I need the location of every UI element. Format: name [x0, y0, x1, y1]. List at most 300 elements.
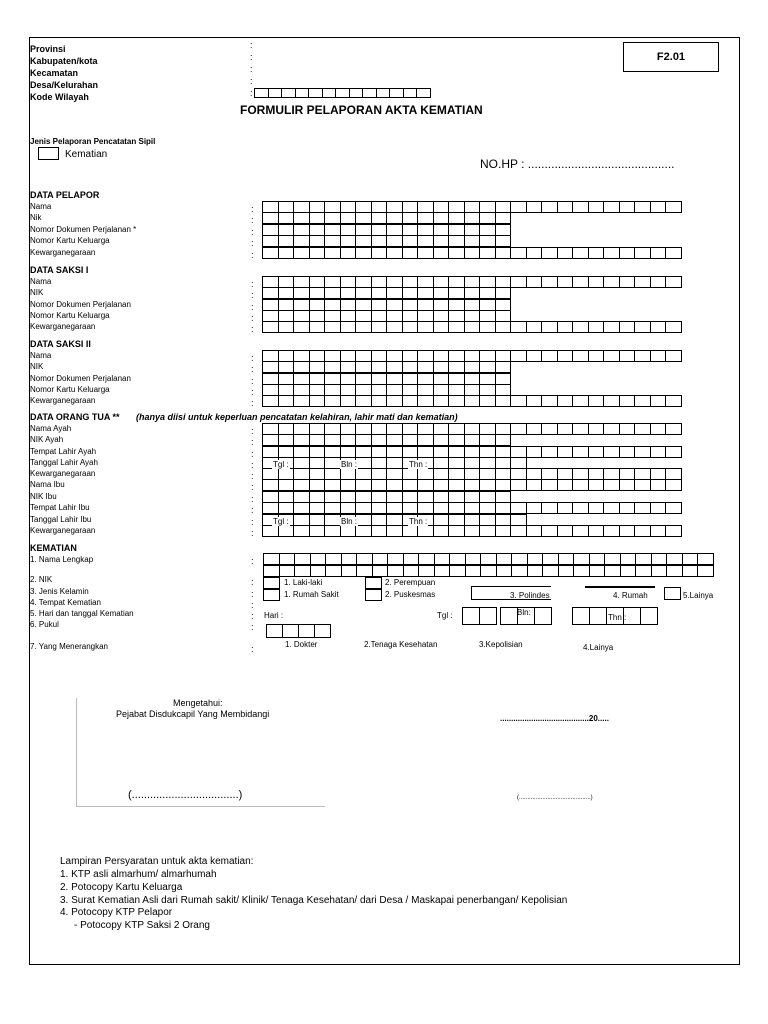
char-box[interactable]: [340, 361, 357, 373]
char-box[interactable]: [310, 553, 327, 565]
char-box[interactable]: [309, 361, 326, 373]
char-box[interactable]: [278, 235, 295, 247]
char-box[interactable]: [448, 212, 465, 224]
char-box[interactable]: [557, 247, 574, 259]
saksi1-input-boxes[interactable]: [262, 287, 510, 299]
char-box[interactable]: [573, 565, 590, 577]
char-box[interactable]: [495, 434, 512, 446]
char-box[interactable]: [588, 247, 605, 259]
char-box[interactable]: [386, 434, 403, 446]
char-box[interactable]: [603, 395, 620, 407]
char-box[interactable]: [619, 321, 636, 333]
char-box[interactable]: [293, 247, 310, 259]
char-box[interactable]: [278, 525, 295, 537]
char-box[interactable]: [278, 287, 295, 299]
char-box[interactable]: [433, 525, 450, 537]
char-box[interactable]: [340, 321, 357, 333]
char-box[interactable]: [604, 565, 621, 577]
char-box[interactable]: [434, 565, 451, 577]
char-box[interactable]: [542, 553, 559, 565]
pelapor-input-boxes[interactable]: [262, 212, 510, 224]
char-box[interactable]: [603, 276, 620, 288]
char-box[interactable]: [371, 434, 388, 446]
char-box[interactable]: [651, 553, 668, 565]
char-box[interactable]: [510, 247, 527, 259]
char-box[interactable]: [386, 235, 403, 247]
char-box[interactable]: [386, 247, 403, 259]
char-box[interactable]: [262, 287, 279, 299]
char-box[interactable]: [697, 565, 714, 577]
char-box[interactable]: [386, 287, 403, 299]
char-box[interactable]: [557, 201, 574, 213]
char-box[interactable]: [355, 434, 372, 446]
char-box[interactable]: [634, 395, 651, 407]
char-box[interactable]: [526, 479, 543, 491]
char-box[interactable]: [322, 88, 337, 98]
char-box[interactable]: [682, 553, 699, 565]
char-box[interactable]: [263, 565, 280, 577]
char-box[interactable]: [479, 395, 496, 407]
char-box[interactable]: [293, 434, 310, 446]
laki-checkbox[interactable]: [263, 577, 280, 589]
char-box[interactable]: [371, 287, 388, 299]
char-box[interactable]: [541, 201, 558, 213]
char-box[interactable]: [634, 446, 651, 458]
char-box[interactable]: [650, 446, 667, 458]
lainya-checkbox[interactable]: [664, 587, 681, 600]
char-box[interactable]: [433, 287, 450, 299]
char-box[interactable]: [433, 212, 450, 224]
char-box[interactable]: [324, 502, 341, 514]
char-box[interactable]: [293, 395, 310, 407]
char-box[interactable]: [511, 565, 528, 577]
char-box[interactable]: [665, 321, 682, 333]
char-box[interactable]: [355, 235, 372, 247]
char-box[interactable]: [402, 525, 419, 537]
char-box[interactable]: [335, 88, 350, 98]
char-box[interactable]: [386, 395, 403, 407]
char-box[interactable]: [314, 624, 331, 638]
char-box[interactable]: [293, 235, 310, 247]
char-box[interactable]: [479, 212, 496, 224]
char-box[interactable]: [371, 235, 388, 247]
char-box[interactable]: [496, 565, 513, 577]
char-box[interactable]: [433, 247, 450, 259]
char-box[interactable]: [589, 565, 606, 577]
char-box[interactable]: [619, 350, 636, 362]
char-box[interactable]: [295, 88, 310, 98]
char-box[interactable]: [526, 350, 543, 362]
char-box[interactable]: [634, 350, 651, 362]
char-box[interactable]: [279, 553, 296, 565]
ortu-input-boxes[interactable]: [262, 434, 510, 446]
char-box[interactable]: [324, 321, 341, 333]
char-box[interactable]: [557, 350, 574, 362]
char-box[interactable]: [340, 502, 357, 514]
char-box[interactable]: [557, 395, 574, 407]
char-box[interactable]: [640, 607, 658, 625]
char-box[interactable]: [619, 247, 636, 259]
char-box[interactable]: [386, 502, 403, 514]
char-box[interactable]: [634, 201, 651, 213]
char-box[interactable]: [650, 321, 667, 333]
char-box[interactable]: [417, 247, 434, 259]
char-box[interactable]: [541, 525, 558, 537]
char-box[interactable]: [541, 247, 558, 259]
char-box[interactable]: [416, 88, 431, 98]
bln-boxes[interactable]: [500, 607, 551, 625]
char-box[interactable]: [572, 479, 589, 491]
char-box[interactable]: [650, 502, 667, 514]
char-box[interactable]: [634, 525, 651, 537]
dokter-option[interactable]: 1. Dokter: [285, 640, 318, 649]
char-box[interactable]: [479, 434, 496, 446]
char-box[interactable]: [309, 212, 326, 224]
char-box[interactable]: [278, 361, 295, 373]
char-box[interactable]: [697, 553, 714, 565]
char-box[interactable]: [324, 212, 341, 224]
char-box[interactable]: [449, 553, 466, 565]
char-box[interactable]: [510, 395, 527, 407]
char-box[interactable]: [448, 247, 465, 259]
signature-date[interactable]: ........................................20.....: [500, 714, 609, 723]
char-box[interactable]: [403, 553, 420, 565]
polisi-option[interactable]: 3.Kepolisian: [479, 640, 523, 649]
char-box[interactable]: [434, 553, 451, 565]
puskesmas-checkbox[interactable]: [365, 589, 382, 601]
char-box[interactable]: [495, 361, 512, 373]
nohp-field[interactable]: NO.HP : ............................................: [480, 157, 675, 171]
char-box[interactable]: [510, 321, 527, 333]
char-box[interactable]: [387, 565, 404, 577]
char-box[interactable]: [386, 212, 403, 224]
perempuan-checkbox[interactable]: [365, 577, 382, 589]
char-box[interactable]: [464, 361, 481, 373]
char-box[interactable]: [572, 276, 589, 288]
char-box[interactable]: [479, 525, 496, 537]
char-box[interactable]: [262, 395, 279, 407]
char-box[interactable]: [634, 321, 651, 333]
char-box[interactable]: [324, 287, 341, 299]
char-box[interactable]: [511, 553, 528, 565]
char-box[interactable]: [558, 565, 575, 577]
char-box[interactable]: [635, 553, 652, 565]
char-box[interactable]: [603, 502, 620, 514]
char-box[interactable]: [495, 321, 512, 333]
char-box[interactable]: [464, 525, 481, 537]
char-box[interactable]: [355, 395, 372, 407]
char-box[interactable]: [526, 247, 543, 259]
char-box[interactable]: [495, 212, 512, 224]
char-box[interactable]: [479, 321, 496, 333]
char-box[interactable]: [417, 212, 434, 224]
char-box[interactable]: [371, 321, 388, 333]
char-box[interactable]: [541, 423, 558, 435]
char-box[interactable]: [356, 553, 373, 565]
char-box[interactable]: [371, 525, 388, 537]
char-box[interactable]: [572, 395, 589, 407]
char-box[interactable]: [572, 607, 590, 625]
char-box[interactable]: [448, 235, 465, 247]
char-box[interactable]: [309, 287, 326, 299]
kematian-nama-boxes-row2[interactable]: [263, 565, 713, 577]
char-box[interactable]: [665, 350, 682, 362]
char-box[interactable]: [309, 235, 326, 247]
char-box[interactable]: [651, 565, 668, 577]
char-box[interactable]: [479, 607, 497, 625]
char-box[interactable]: [558, 553, 575, 565]
char-box[interactable]: [541, 479, 558, 491]
char-box[interactable]: [355, 361, 372, 373]
char-box[interactable]: [495, 395, 512, 407]
char-box[interactable]: [510, 423, 527, 435]
char-box[interactable]: [619, 423, 636, 435]
char-box[interactable]: [665, 525, 682, 537]
char-box[interactable]: [464, 395, 481, 407]
char-box[interactable]: [635, 565, 652, 577]
char-box[interactable]: [465, 565, 482, 577]
char-box[interactable]: [557, 276, 574, 288]
char-box[interactable]: [541, 321, 558, 333]
char-box[interactable]: [634, 276, 651, 288]
char-box[interactable]: [603, 201, 620, 213]
char-box[interactable]: [355, 525, 372, 537]
char-box[interactable]: [634, 502, 651, 514]
char-box[interactable]: [262, 361, 279, 373]
char-box[interactable]: [293, 525, 310, 537]
char-box[interactable]: [557, 423, 574, 435]
char-box[interactable]: [619, 502, 636, 514]
char-box[interactable]: [433, 395, 450, 407]
char-box[interactable]: [665, 502, 682, 514]
char-box[interactable]: [510, 479, 527, 491]
char-box[interactable]: [418, 565, 435, 577]
pelapor-input-boxes[interactable]: [262, 235, 510, 247]
kematian-checkbox[interactable]: [38, 147, 59, 160]
char-box[interactable]: [480, 553, 497, 565]
nakes-option[interactable]: 2.Tenaga Kesehatan: [364, 640, 438, 649]
char-box[interactable]: [448, 321, 465, 333]
char-box[interactable]: [402, 479, 419, 491]
char-box[interactable]: [495, 479, 512, 491]
thn-boxes[interactable]: [572, 607, 657, 625]
char-box[interactable]: [541, 276, 558, 288]
char-box[interactable]: [479, 247, 496, 259]
char-box[interactable]: [324, 395, 341, 407]
char-box[interactable]: [340, 525, 357, 537]
char-box[interactable]: [293, 212, 310, 224]
char-box[interactable]: [557, 321, 574, 333]
char-box[interactable]: [541, 350, 558, 362]
char-box[interactable]: [402, 212, 419, 224]
char-box[interactable]: [278, 212, 295, 224]
char-box[interactable]: [309, 434, 326, 446]
char-box[interactable]: [448, 434, 465, 446]
char-box[interactable]: [279, 565, 296, 577]
char-box[interactable]: [449, 565, 466, 577]
char-box[interactable]: [526, 423, 543, 435]
char-box[interactable]: [479, 502, 496, 514]
char-box[interactable]: [526, 446, 543, 458]
char-box[interactable]: [526, 395, 543, 407]
char-box[interactable]: [588, 395, 605, 407]
char-box[interactable]: [355, 321, 372, 333]
char-box[interactable]: [417, 321, 434, 333]
char-box[interactable]: [526, 276, 543, 288]
char-box[interactable]: [340, 212, 357, 224]
char-box[interactable]: [417, 434, 434, 446]
char-box[interactable]: [665, 201, 682, 213]
char-box[interactable]: [433, 479, 450, 491]
char-box[interactable]: [356, 565, 373, 577]
char-box[interactable]: [479, 235, 496, 247]
char-box[interactable]: [557, 525, 574, 537]
char-box[interactable]: [402, 361, 419, 373]
char-box[interactable]: [294, 565, 311, 577]
ortu-input-boxes[interactable]: [262, 502, 681, 514]
char-box[interactable]: [588, 350, 605, 362]
char-box[interactable]: [433, 434, 450, 446]
char-box[interactable]: [355, 502, 372, 514]
char-box[interactable]: [262, 321, 279, 333]
char-box[interactable]: [588, 446, 605, 458]
char-box[interactable]: [417, 235, 434, 247]
char-box[interactable]: [572, 247, 589, 259]
char-box[interactable]: [310, 565, 327, 577]
char-box[interactable]: [417, 287, 434, 299]
char-box[interactable]: [376, 88, 391, 98]
char-box[interactable]: [665, 479, 682, 491]
char-box[interactable]: [526, 525, 543, 537]
char-box[interactable]: [603, 525, 620, 537]
char-box[interactable]: [340, 247, 357, 259]
char-box[interactable]: [324, 434, 341, 446]
char-box[interactable]: [340, 479, 357, 491]
char-box[interactable]: [355, 479, 372, 491]
char-box[interactable]: [262, 525, 279, 537]
char-box[interactable]: [588, 525, 605, 537]
char-box[interactable]: [433, 321, 450, 333]
char-box[interactable]: [402, 434, 419, 446]
char-box[interactable]: [666, 565, 683, 577]
char-box[interactable]: [573, 553, 590, 565]
saksi2-input-boxes[interactable]: [262, 395, 681, 407]
char-box[interactable]: [268, 88, 283, 98]
char-box[interactable]: [495, 287, 512, 299]
char-box[interactable]: [278, 321, 295, 333]
char-box[interactable]: [650, 247, 667, 259]
char-box[interactable]: [340, 434, 357, 446]
char-box[interactable]: [309, 321, 326, 333]
char-box[interactable]: [262, 434, 279, 446]
char-box[interactable]: [588, 423, 605, 435]
char-box[interactable]: [665, 247, 682, 259]
char-box[interactable]: [665, 423, 682, 435]
char-box[interactable]: [650, 395, 667, 407]
char-box[interactable]: [572, 502, 589, 514]
char-box[interactable]: [527, 553, 544, 565]
char-box[interactable]: [371, 212, 388, 224]
pukul-boxes[interactable]: [266, 624, 330, 638]
char-box[interactable]: [603, 247, 620, 259]
char-box[interactable]: [448, 525, 465, 537]
char-box[interactable]: [526, 502, 543, 514]
char-box[interactable]: [603, 423, 620, 435]
char-box[interactable]: [619, 201, 636, 213]
char-box[interactable]: [309, 525, 326, 537]
char-box[interactable]: [340, 287, 357, 299]
char-box[interactable]: [433, 502, 450, 514]
char-box[interactable]: [282, 624, 299, 638]
char-box[interactable]: [650, 276, 667, 288]
char-box[interactable]: [495, 525, 512, 537]
char-box[interactable]: [355, 247, 372, 259]
char-box[interactable]: [278, 395, 295, 407]
char-box[interactable]: [623, 607, 641, 625]
char-box[interactable]: [309, 479, 326, 491]
char-box[interactable]: [448, 479, 465, 491]
char-box[interactable]: [403, 88, 418, 98]
char-box[interactable]: [650, 201, 667, 213]
rs-checkbox[interactable]: [263, 589, 280, 601]
char-box[interactable]: [665, 395, 682, 407]
char-box[interactable]: [634, 247, 651, 259]
char-box[interactable]: [572, 321, 589, 333]
char-box[interactable]: [620, 565, 637, 577]
char-box[interactable]: [588, 201, 605, 213]
char-box[interactable]: [324, 525, 341, 537]
char-box[interactable]: [464, 502, 481, 514]
char-box[interactable]: [371, 502, 388, 514]
char-box[interactable]: [542, 565, 559, 577]
char-box[interactable]: [448, 287, 465, 299]
char-box[interactable]: [650, 350, 667, 362]
char-box[interactable]: [309, 395, 326, 407]
char-box[interactable]: [293, 479, 310, 491]
char-box[interactable]: [417, 395, 434, 407]
char-box[interactable]: [619, 276, 636, 288]
char-box[interactable]: [464, 235, 481, 247]
char-box[interactable]: [603, 479, 620, 491]
char-box[interactable]: [666, 553, 683, 565]
char-box[interactable]: [262, 247, 279, 259]
char-box[interactable]: [298, 624, 315, 638]
ortu-input-boxes[interactable]: [262, 479, 681, 491]
char-box[interactable]: [682, 565, 699, 577]
char-box[interactable]: [371, 479, 388, 491]
char-box[interactable]: [588, 479, 605, 491]
char-box[interactable]: [386, 321, 403, 333]
char-box[interactable]: [604, 553, 621, 565]
char-box[interactable]: [293, 321, 310, 333]
char-box[interactable]: [589, 553, 606, 565]
char-box[interactable]: [325, 553, 342, 565]
char-box[interactable]: [510, 350, 527, 362]
char-box[interactable]: [517, 607, 535, 625]
char-box[interactable]: [448, 361, 465, 373]
char-box[interactable]: [619, 525, 636, 537]
char-box[interactable]: [464, 479, 481, 491]
char-box[interactable]: [650, 423, 667, 435]
char-box[interactable]: [278, 479, 295, 491]
pelapor-input-boxes[interactable]: [262, 247, 681, 259]
char-box[interactable]: [496, 553, 513, 565]
char-box[interactable]: [341, 565, 358, 577]
char-box[interactable]: [634, 423, 651, 435]
char-box[interactable]: [527, 565, 544, 577]
char-box[interactable]: [634, 479, 651, 491]
char-box[interactable]: [262, 235, 279, 247]
